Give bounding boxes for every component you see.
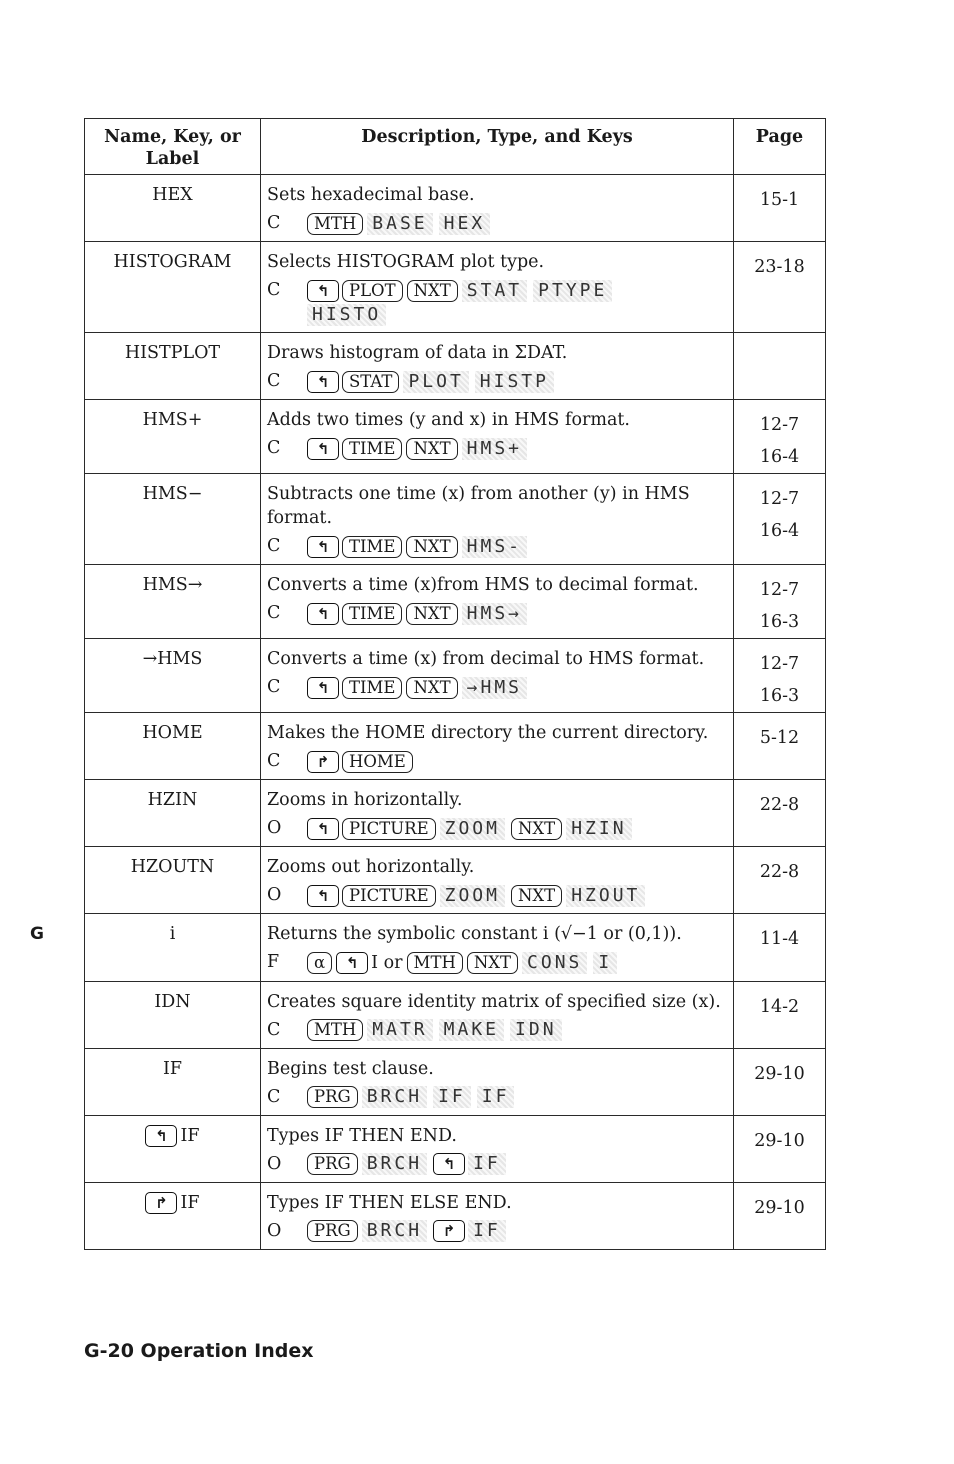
menu-label: →HMS: [462, 677, 527, 699]
keyboard-key: TIME: [342, 536, 402, 558]
entry-type: C: [267, 1019, 281, 1040]
keyboard-key: STAT: [342, 371, 399, 393]
right-shift-key-icon: ↱: [433, 1220, 465, 1242]
key-note: I or: [371, 952, 403, 973]
menu-label: STAT: [462, 280, 527, 302]
keyboard-key: PRG: [307, 1220, 358, 1242]
entry-description: Types IF THEN ELSE END.: [267, 1192, 512, 1213]
entry-description-cell: [261, 400, 734, 474]
menu-label: BASE: [367, 213, 432, 235]
keyboard-key: NXT: [467, 952, 518, 974]
entry-name-cell: [85, 175, 261, 242]
menu-label: HEX: [439, 213, 491, 235]
entry-name-cell: [85, 1048, 261, 1115]
entry-description-cell: [261, 175, 734, 242]
page-reference: 16-4: [759, 447, 800, 467]
menu-label: HMS→: [462, 603, 527, 625]
entry-page-cell: [734, 474, 826, 565]
menu-label: MATR: [367, 1019, 432, 1041]
header-row: [85, 119, 826, 175]
table-row: [85, 474, 826, 565]
keyboard-key: PLOT: [342, 280, 403, 302]
keyboard-key: NXT: [511, 885, 562, 907]
entry-page-cell: [734, 639, 826, 713]
menu-label: IF: [468, 1220, 506, 1242]
key-sequence: [267, 1152, 727, 1176]
entry-name: IF: [162, 1058, 183, 1079]
entry-name: IF: [180, 1125, 200, 1146]
entry-name: HISTOGRAM: [113, 252, 232, 272]
entry-name-cell: [85, 400, 261, 474]
left-shift-key-icon: ↰: [433, 1153, 465, 1175]
entry-page-cell: [734, 175, 826, 242]
left-shift-key-icon: ↰: [145, 1125, 177, 1147]
page-reference: 12-7: [759, 654, 800, 674]
keyboard-key: NXT: [511, 818, 562, 840]
keyboard-key: PICTURE: [342, 885, 436, 907]
menu-label: I: [593, 952, 617, 974]
menu-label: IF: [468, 1153, 506, 1175]
entry-name: HZIN: [147, 790, 198, 810]
page-reference: 5-12: [759, 728, 800, 748]
key-sequence-continued: [267, 302, 727, 326]
left-shift-key-icon: ↰: [307, 818, 339, 840]
key-sequence: [267, 675, 727, 699]
menu-label: MAKE: [439, 1019, 504, 1041]
entry-description: Draws histogram of data in ΣDAT.: [267, 343, 568, 363]
menu-label: HMS+: [462, 438, 527, 460]
menu-label: PTYPE: [533, 280, 612, 302]
entry-page-cell: [734, 242, 826, 333]
key-sequence: [267, 278, 727, 326]
key-sequence: [267, 436, 727, 460]
entry-page-cell: [734, 1115, 826, 1182]
keyboard-key: PICTURE: [342, 818, 436, 840]
entry-type: C: [267, 280, 281, 300]
page-footer: G-20 Operation Index: [84, 1340, 314, 1362]
entry-name-cell: [85, 847, 261, 914]
entry-page-cell: [734, 847, 826, 914]
table-row: [85, 780, 826, 847]
menu-label: ZOOM: [440, 885, 505, 907]
entry-description-cell: [261, 1048, 734, 1115]
page-reference: 16-3: [759, 686, 800, 706]
table-row: [85, 175, 826, 242]
key-sequence: [267, 601, 727, 625]
key-sequence: [267, 1018, 727, 1042]
entry-name: HISTPLOT: [124, 343, 221, 363]
left-shift-key-icon: ↰: [307, 280, 339, 302]
keyboard-key: PRG: [307, 1086, 358, 1108]
menu-label: BRCH: [362, 1220, 427, 1242]
table-body: [85, 175, 826, 1250]
entry-type: C: [267, 1086, 281, 1107]
entry-name-cell: [85, 639, 261, 713]
left-shift-key-icon: ↰: [307, 371, 339, 393]
entry-name: HOME: [142, 723, 203, 743]
keyboard-key: MTH: [307, 1019, 363, 1041]
table-row: [85, 400, 826, 474]
entry-page-cell: [734, 780, 826, 847]
entry-description: Makes the HOME directory the current directory.: [267, 723, 709, 743]
left-shift-key-icon: ↰: [307, 885, 339, 907]
entry-page-cell: [734, 981, 826, 1048]
entry-name-cell: [85, 242, 261, 333]
page-reference: 12-7: [759, 415, 800, 435]
operation-index-table: [84, 118, 826, 1250]
menu-label: CONS: [522, 952, 587, 974]
entry-description: Selects HISTOGRAM plot type.: [267, 252, 545, 272]
page-reference: 22-8: [759, 795, 800, 815]
table-row: [85, 914, 826, 982]
keyboard-key: PRG: [307, 1153, 358, 1175]
menu-label: HZIN: [566, 818, 631, 840]
keyboard-key: NXT: [406, 438, 457, 460]
entry-description: Begins test clause.: [267, 1058, 434, 1079]
entry-name: HZOUTN: [130, 857, 215, 877]
entry-name-cell: [85, 1115, 261, 1182]
page-reference: 12-7: [759, 489, 800, 509]
table-row: [85, 847, 826, 914]
key-sequence: [267, 1085, 727, 1109]
table-row: [85, 333, 826, 400]
menu-label: ZOOM: [440, 818, 505, 840]
entry-description-cell: [261, 1182, 734, 1249]
keyboard-key: MTH: [407, 952, 463, 974]
table-row: [85, 1182, 826, 1249]
page-reference: 29-10: [754, 1130, 805, 1151]
entry-type: C: [267, 213, 281, 233]
page-reference: 12-7: [759, 580, 800, 600]
keyboard-key: MTH: [307, 213, 363, 235]
entry-name-cell: [85, 1182, 261, 1249]
entry-description-cell: [261, 713, 734, 780]
menu-label: HISTP: [475, 371, 554, 393]
keyboard-key: HOME: [342, 751, 413, 773]
entry-type: O: [267, 885, 282, 905]
header-name: Name, Key, or Label: [85, 119, 261, 175]
entry-name: HMS→: [142, 575, 203, 595]
entry-name: HMS+: [142, 410, 203, 430]
page-reference: 29-10: [754, 1197, 805, 1218]
page-reference: 29-10: [754, 1063, 805, 1084]
entry-type: O: [267, 1220, 282, 1241]
left-shift-key-icon: ↰: [307, 536, 339, 558]
key-sequence: [267, 534, 727, 558]
table-row: [85, 1115, 826, 1182]
key-sequence: [267, 883, 727, 907]
entry-description: Sets hexadecimal base.: [267, 185, 475, 205]
keyboard-key: TIME: [342, 677, 402, 699]
entry-page-cell: [734, 333, 826, 400]
right-shift-key-icon: ↱: [145, 1192, 177, 1214]
page-reference: 15-1: [759, 190, 800, 210]
entry-type: C: [267, 751, 281, 771]
menu-label: HMS-: [462, 536, 527, 558]
entry-description-cell: [261, 1115, 734, 1182]
entry-type: O: [267, 1153, 282, 1174]
menu-label: IDN: [510, 1019, 562, 1041]
menu-label: HZOUT: [566, 885, 645, 907]
entry-description-cell: [261, 847, 734, 914]
page-reference: 23-18: [754, 257, 805, 277]
menu-label: PLOT: [403, 371, 468, 393]
menu-label: BRCH: [362, 1153, 427, 1175]
entry-name: IF: [180, 1192, 200, 1213]
table-row: [85, 242, 826, 333]
keyboard-key: TIME: [342, 603, 402, 625]
entry-page-cell: [734, 565, 826, 639]
entry-description: Creates square identity matrix of specified size (x).: [267, 991, 721, 1012]
entry-description-cell: [261, 565, 734, 639]
entry-type: F: [267, 952, 280, 972]
entry-name-cell: [85, 981, 261, 1048]
keyboard-key: NXT: [406, 677, 457, 699]
entry-description-cell: [261, 780, 734, 847]
entry-type: C: [267, 536, 281, 556]
keyboard-key: TIME: [342, 438, 402, 460]
key-sequence: [267, 211, 727, 235]
entry-type: C: [267, 438, 281, 458]
keyboard-key: NXT: [407, 280, 458, 302]
entry-name-cell: [85, 565, 261, 639]
entry-name-cell: [85, 780, 261, 847]
entry-description-cell: [261, 333, 734, 400]
key-sequence: [267, 816, 727, 840]
entry-description-cell: [261, 981, 734, 1048]
entry-page-cell: [734, 914, 826, 982]
table-row: [85, 713, 826, 780]
header-page: Page: [734, 119, 826, 175]
entry-description-cell: [261, 639, 734, 713]
section-tab-letter: G: [30, 924, 44, 944]
entry-type: O: [267, 818, 282, 838]
menu-label: IF: [433, 1086, 471, 1108]
right-shift-key-icon: ↱: [307, 751, 339, 773]
page-reference: 22-8: [759, 862, 800, 882]
left-shift-key-icon: ↰: [336, 952, 368, 974]
page-reference: 11-4: [759, 929, 800, 949]
entry-description: Returns the symbolic constant i (√−1 or (0,1)).: [267, 924, 682, 944]
entry-description-cell: [261, 914, 734, 982]
keyboard-key: NXT: [406, 536, 457, 558]
entry-description: Adds two times (y and x) in HMS format.: [267, 410, 630, 430]
entry-description-cell: [261, 242, 734, 333]
header-description: Description, Type, and Keys: [261, 119, 734, 175]
key-sequence: [267, 950, 727, 975]
left-shift-key-icon: ↰: [307, 677, 339, 699]
keyboard-key: α: [307, 952, 332, 974]
entry-description-cell: [261, 474, 734, 565]
page-reference: 16-3: [759, 612, 800, 632]
table-row: [85, 639, 826, 713]
entry-description: Zooms in horizontally.: [267, 790, 463, 810]
left-shift-key-icon: ↰: [307, 438, 339, 460]
entry-description: Types IF THEN END.: [267, 1125, 457, 1146]
entry-page-cell: [734, 1048, 826, 1115]
entry-type: C: [267, 677, 281, 697]
key-sequence: [267, 1219, 727, 1243]
entry-name: IDN: [154, 991, 191, 1012]
entry-type: C: [267, 603, 281, 623]
entry-page-cell: [734, 400, 826, 474]
key-sequence: [267, 749, 727, 773]
menu-label: HISTO: [307, 304, 386, 326]
entry-name-cell: [85, 914, 261, 982]
page-reference: 14-2: [759, 996, 800, 1017]
entry-page-cell: [734, 713, 826, 780]
entry-name-cell: [85, 713, 261, 780]
entry-name-cell: [85, 333, 261, 400]
entry-name: i: [169, 924, 176, 944]
key-sequence: [267, 369, 727, 393]
entry-name: HMS−: [142, 484, 203, 504]
table-row: [85, 565, 826, 639]
entry-name: →HMS: [142, 649, 203, 669]
keyboard-key: NXT: [406, 603, 457, 625]
entry-type: C: [267, 371, 281, 391]
entry-name: HEX: [152, 185, 193, 205]
table-row: [85, 981, 826, 1048]
left-shift-key-icon: ↰: [307, 603, 339, 625]
entry-description: Converts a time (x) from decimal to HMS format.: [267, 649, 705, 669]
entry-description: Zooms out horizontally.: [267, 857, 475, 877]
page-reference: 16-4: [759, 521, 800, 541]
entry-name-cell: [85, 474, 261, 565]
entry-description: Subtracts one time (x) from another (y) in HMS format.: [267, 484, 690, 528]
entry-page-cell: [734, 1182, 826, 1249]
menu-label: IF: [477, 1086, 515, 1108]
table-row: [85, 1048, 826, 1115]
entry-description: Converts a time (x)from HMS to decimal format.: [267, 575, 699, 595]
menu-label: BRCH: [362, 1086, 427, 1108]
